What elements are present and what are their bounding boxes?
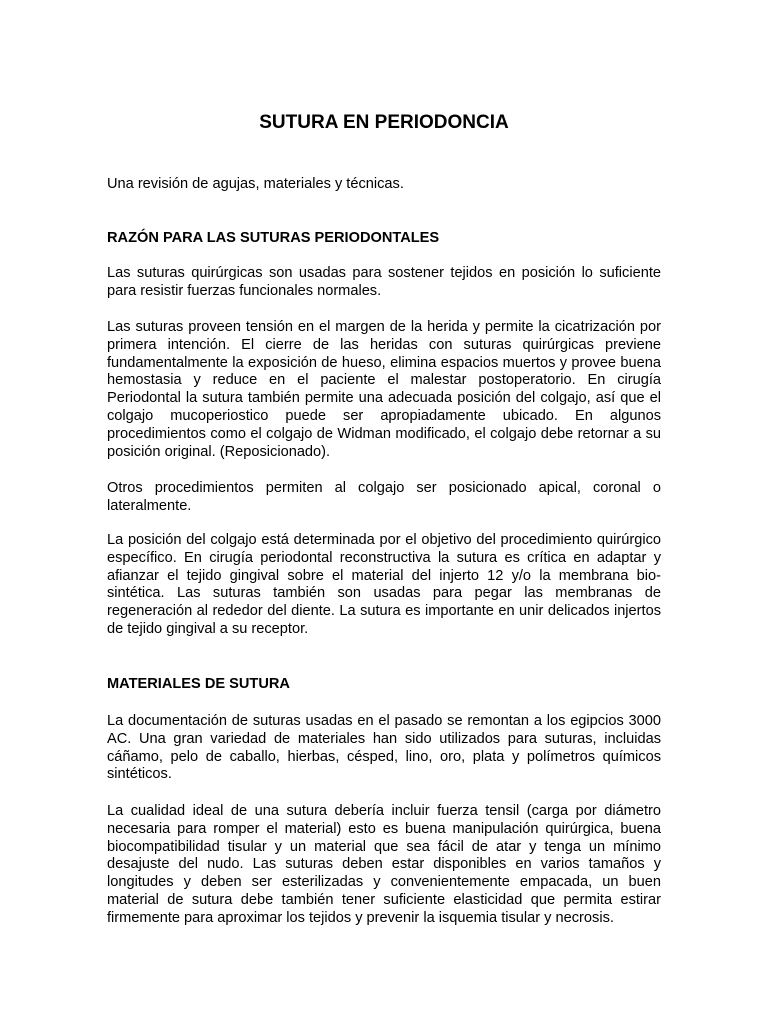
section-heading-materiales: MATERIALES DE SUTURA: [107, 676, 290, 692]
paragraph: Las suturas quirúrgicas son usadas para sostener tejidos en posición lo suficiente para resistir fuerzas funcionales normales.: [107, 265, 661, 299]
document-title: SUTURA EN PERIODONCIA: [259, 112, 509, 133]
paragraph: Las suturas proveen tensión en el margen de la herida y permite la cicatrización por primera intención. El cierre de las heridas con suturas quirúrgicas previene fundamentalmente la exposición de hueso, elimina espacios muertos y provee buena hemostasia y reduce en el paciente el malestar postoperatorio. En cirugía Periodontal la sutura también permite una adecuada posición del colgajo, así que el colgajo mucoperiostico puede ser apropiadamente ubicado. En algunos procedimientos como el colgajo de Widman modificado, el colgajo debe retornar a su posición original. (Reposicionado).: [107, 319, 661, 460]
paragraph: La posición del colgajo está determinada por el objetivo del procedimiento quirúrgico específico. En cirugía periodontal reconstructiva la sutura es crítica en adaptar y afianzar el tejido gingival sobre el material del injerto 12 y/o la membrana bio-sintética. Las suturas también son usadas para pegar las membranas de regeneración al rededor del diente. La sutura es importante en unir delicados injertos de tejido gingival a su receptor.: [107, 532, 661, 637]
paragraph: La cualidad ideal de una sutura debería incluir fuerza tensil (carga por diámetro necesaria para romper el material) esto es buena manipulación quirúrgica, buena biocompatibilidad tisular y un material que sea fácil de atar y tenga un mínimo desajuste del nudo. Las suturas deben estar disponibles en varios tamaños y longitudes y deben ser esterilizadas y convenientemente empacada, un buen material de sutura debe también tener suficiente elasticidad que permita estirar firmemente para aproximar los tejidos y prevenir la isquemia tisular y necrosis.: [107, 803, 661, 926]
paragraph: La documentación de suturas usadas en el pasado se remontan a los egipcios 3000 AC. Una gran variedad de materiales han sido utilizados para suturas, incluidas cáñamo, pelo de caballo, hierbas, césped, lino, oro, plata y polímetros químicos sintéticos.: [107, 713, 661, 783]
paragraph: Otros procedimientos permiten al colgajo ser posicionado apical, coronal o lateralmente.: [107, 480, 661, 514]
section-heading-razon: RAZÓN PARA LAS SUTURAS PERIODONTALES: [107, 230, 440, 246]
document-subtitle: Una revisión de agujas, materiales y técnicas.: [107, 176, 404, 192]
